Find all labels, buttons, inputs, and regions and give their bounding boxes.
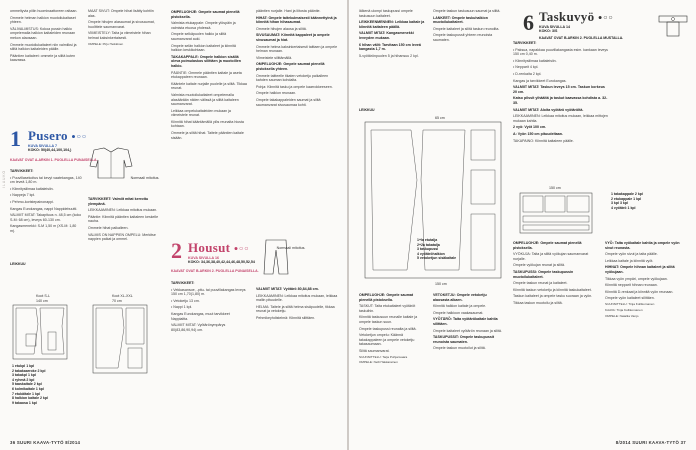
left-footer: 36 SUURI KAAVA-TYTÖ 8/2014 — [10, 440, 81, 445]
left-col3-low-text: TARVIKKEET: • Vekkasansoe, -pitu- tai puuvillakangas leveys 150 cm 1,70(1,80) m. • Vetoketju 13 cm. • Nappi 1 kpl. Kangas Eurokangas, muut tarvikkeet Nappiaitta. VALMIIT MITAT: Vyötärönympärys 80(83,86,90,94) cm. — [171, 281, 246, 332]
layout1-size-b: Koot XL-XXL — [112, 294, 133, 298]
pattern6-size-line: KUVA SIVULLA 14 — [539, 24, 571, 29]
right-colB-low-text: VETOKETJU: Ompele vetoketju alaosasta alkaen. Kiinnitä halkion kaitale ja ompele. Ompele halkioon vaakasaumat. VYÖTÄRÖ: Taita vyötärökaitale kahtia silittäen. Ompele kaitaleet vyötärön reunaan ja silitä. TASKUPUSSIT: Ompele taskupussit reunoista saumaten. Ompele taskun muotoilut ja silitä. — [433, 293, 502, 351]
pattern6-code: KOKO: 3/S — [539, 29, 558, 34]
layout1-label: LEIKKUU — [10, 262, 26, 266]
pattern1-title: Pusero ●○○ — [28, 128, 88, 143]
right-layout2-legend: 1 takakappale 2 kpl 2 etukappale 1 kpl 3 kpl 3 kpl 4 vyötärö 1 kpl — [611, 192, 643, 210]
left-col3-text: OMPELUOHJE: Ompele saumat pienellä pistoksella. Valmista etukappale: Ompele ylöspäin ja valmista etuosa yhdessä. Ompele selkäpuolen halkio ja silitä saumanvarat auki. Ompele selän halkion kaitaleet ja kiinnitä halkion keskikohtaan. TAKAKAPPALE: Ompele halkion sisällä oleva poimulaskos silittäen ja muotoillen halkio. PÄÄNTIE: Ommele pääntien kaitale ja aseta etukappaleen reunaan. Kääntele kaitale nurjalle puolelle ja silitä. Tikkaa reunat. Valmista muotoilukaitaleet ompelemalla alasäärään niiden välissä ja silitä kaitaleen saumanvarat. Leikkaa ompelukaitaleiden mukaan ja viimeistele reunat. Kiinnitä hihat kääntämällä ylös reunalta hiusta kohtaan. Ommele ja silitä hihat. Taitele pääntien kaitale sisään. — [171, 10, 247, 140]
pattern6-drawing — [657, 8, 689, 38]
layout1-width-b: 70 cm — [112, 299, 122, 303]
pattern1-number: 1 — [10, 126, 21, 151]
pattern1-link: KAAVAT OVAT A-ARKIN 1. PUOLELLA PUNAISELLA. — [10, 158, 98, 162]
pattern1-size-line: KUVA SIVULLA 7 — [28, 143, 58, 148]
pattern2-link: KAAVAT OVAT B-ARKIN 2. PUOLELLA PUNAISELLA. — [171, 269, 259, 273]
right-layout-legend: 1+la etutalja 2+2a takatalja 3 taskupussi 4 vyötäröhalkion 5 vetoketjun sisäkaitale — [417, 238, 457, 261]
right-page — [349, 0, 696, 450]
pattern2-caption: Normaali mitoitus. — [276, 246, 306, 250]
pattern2-code: KOKO: 34,36,38,40,42,44,46,48,50,52,54 — [188, 260, 255, 265]
right-layout-top-width: 65 cm — [435, 116, 445, 120]
right-colA-text: lälkenä ulompi taskupussi ompele taskusuun kaitaleet. LEIKKEENMENNEN: Leikkaa kaitale ja kiinnitä kaitaleen päällä. VALMIIT MITAT: Kangasmenekki leveyden mukaan. 6 hihan välit: Tarvitaan 150 cm leveä kangasta 1,7 m. 5-vyötärönpuolen 5 ja hihansuu 2 kpl. — [359, 9, 425, 58]
pattern2-drawing — [262, 238, 290, 276]
left-col1-mid-text: TARVIKKEET: • Puuvillasekoitus tai kevyt vaatekangas, 140 cm leveä 1,80 m. • Kiinnitysliimaa kaitaleisiin. • Nappeja 7 kpl. • Pehmo-koristepainonappi. Kangas Eurokangas, nappi Nappidebuutti. VALMIIT MITAT: Takapituus n. 48,5 cm (koko S-M: 68 cm), leveys 60-130 cm. Kangasmenekki: S-M 1,50 m (XS-M: 1,80 m). — [10, 169, 82, 233]
right-footer: 8/2014 SUURI KAAVA-TYTÖ 37 — [615, 440, 686, 445]
pattern2-size-line: KUVA SIVULLA 16 — [188, 255, 220, 260]
difficulty-dots: ●○○ — [597, 13, 614, 22]
right-colC-text: TARVIKKEET: • Paksua, napakkaa puuvillakangasta esim. kankaan leveys 150 cm 0,40 m. • Kiinnitysliimaa kaitaleisiin. • Nepparit 4 kpl. • D-renkaita 2 kpl. Kangas ja tarvikkeet Eurokangas. VALMIIT MITAT: Taskun leveys 15 cm. Taskun korkeus 20 cm. Katso pilssit ylhäältä ja taskut kaavassa kohdista a. 32-35. VALMIIT MITAT: Aloita vyötärö vyötäröltä. LEIKKAAMINEN: Leikkaa mitoitus mukaan, leikkaa mittojen mukaan kahtia. 2 vyö: Vyöt 100 cm. A: Vyön 150 cm pituudeltaan. TAKAPAINO: Kiinnitä kaitaleen päälle. — [513, 41, 608, 143]
left-col1-top-text: ommeltyvia piilin huominaattoreen raitaan. Ommele helman halkion muotoilukaitaset yhteen. VÄLIVALMISTUS: Kokoa pussin halkio ompelemalla halkion kaitaleiden reunaan mekon alaosaan. Ommele muotoilukaitaleet niin valmiiksi ja silitä halkion kaitaleiden päälle. Pääntien kaitaleet: ommele ja silitä kuten kaavassa. — [10, 9, 78, 63]
right-layout-label: LEIKKUU — [359, 108, 375, 112]
right-colD-text: VYÖ: Taita vyökaitale kahtia ja ompele vyön sivut reunasta. Ompele vyön sivut ja taita päälle. Leikkaa kaitale ja kiinnitä vyöt. HIHNAT: Ompele hihnan kaitaleet ja silitä vyökujaan. Tikkaa vyön ympäri, ompele vyökujaan. Kiinnitä nepparit hihnan reunaan. Kiinnitä D-renkaat ja kiinnitä vyön reunaan. Ompele vyön kaitaleet silittäen. SUUNNITTELU: Tinja Kollikomanen KAAVA: Tinja Kollikomanen OMPELE: Nataliia Vanjo — [605, 241, 680, 318]
pattern6-title-block — [539, 10, 659, 40]
layout1-size-a: Koot S-L — [36, 294, 50, 298]
right-layout2-diagram — [519, 192, 593, 234]
left-col4-low-text: VALMIIT MITAT: Vyötärö 80,84,88 cm. LEIKKAAMINEN: Leikkaa mitoitus mukaan, leikkaa mallin pituudelle. HELMA: Taitele ja silitä helma sisäpuolelle, tikkaa reunat ja vetoketju. Pehmikeyhdistelmä: Kiinnitä silittäen. — [256, 287, 338, 320]
right-colA-low-text: OMPELUOHJE: Ompele saumat pienellä pistoksella. TASKUT: Taita etukaitaleet vyötäröt taskuihin. Kiinnitä taskusuun reunalle kaitale ja ompele taskun suun. Ompele taskupussi reunalta ja silitä. Vetoketjun ompelu: Käännä takakappaleen ja ompele vetoketju takasaumaan. Silitä saumanvarat. SUUNNITTELU: Tarja Pohjanvaara OMPELE: Nelli Hakkarainen — [359, 293, 418, 365]
pattern2-title: Housut ●○○ — [188, 240, 250, 255]
layout1-legend: 1 etukpl 1 kpl 2 takakaarroke 2 kpl 3 takakpl 1 kpl 4 ryhmä 2 kpl 5 taaskaitale 2 kpl 6 kolmikaitale 1 kpl 7 etukäitale 1 kpl 8 halkion kaitale 2 kpl 9 takaosa 1 kpl — [12, 364, 48, 405]
left-col2-mid-text: TARVIKKEET: Valmiit mitat kerrottu ylempänä. LEIKKAAMINEN: Leikkaa mitoitus mukaan. Pääntie: Kiinnitä pääntien kaitaleen keskelle nauha. Ommele hihat paikalleen. VALMIS ON NAPPIEN OMPELU: Merkitse nappien paikat ja ommel. — [88, 197, 159, 242]
pattern6-title: Taskuvyö ●○○ — [539, 9, 614, 24]
pattern6-number: 6 — [523, 10, 534, 35]
pattern1-caption: Normaali mitoitus. — [130, 176, 160, 180]
layout1-diagram-a — [12, 304, 68, 360]
pattern2-number: 2 — [171, 238, 182, 263]
left-col2-top-text: MAAT SIVUT: Ompele hihat lisätty kohtiin alas. Ompele hihojen alasaumat ja sivusaumat, huolittele saumanvarat. VIIMEISTELY: Taita ja viimeistele hihan helmat kaksinkertaisesti. OMPELE: Pirjo Heikkinen — [88, 9, 155, 46]
right-colC-low-text: OMPELUOHJE: Ompele saumat pienellä pistoksella. VYÖKUJA: Taita ja silitä vyökujan saumanvarat nurjalle. Ompele vyökujan reunat ja silitä. TASKUPUSSI: Ompele taskupussin muotoilukaitaleet. Ompele taskun reunat ja kaitaleet. Kiinnitä taskun vetoketju ja kiinnitä taskukaitaleet. Taskun kaitaleet ja ompele tasku suoraan ja vyön. Tikkaa taskun muotoilu ja silitä. — [513, 241, 593, 305]
difficulty-dots: ●○○ — [233, 244, 250, 253]
left-col4-text: pääntien nurjalle. Hani ja liitosta pääntie. HIHAT: Ompele taitekulmaisesti käännettyinä ja kiinnitä hihan hihasaumat. Ommele hihojen alaosa ja silitä. SIVUSAUMAT: Kiinnitä kappaleet ja ompele sivusaumat ja hiat. Ommele helma kaksinkertaisesti taittaen ja ompele helman reunaan. Viimeistele silittämällä. OMPELUOHJE: Ompele saumat pienellä pistoksella yhteen. Ommele taitteelle tikaten vetoketju paikalleen kahden sauman kohdalta. Pohja: Kiinnitä tasku ja ompele kaarrokkeeseen. Ompele halkion reunaan. Ompele takakappaleiden saumat ja silitä saumanvarat sivusaumaa kohti. — [256, 9, 338, 107]
difficulty-dots: ●○○ — [71, 132, 88, 141]
right-layout2-width: 150 cm — [549, 186, 561, 190]
pattern1-code: KOKO: 50(40,44,100,104,) — [28, 148, 72, 153]
pattern1-drawing — [88, 146, 134, 180]
layout1-diagram-b — [92, 304, 148, 374]
left-page — [0, 0, 347, 450]
side-tab-label: ILAUKO — [2, 170, 6, 188]
right-colB-text: Ompele taskun taskusuun saumat ja silitä. LANKEET: Ompele taskuhalkion muotoilukaitaleet. Ompele kaitaleet ja silitä taskun reunoilta. Ompele taskupussit yhteen reunoista saumaten. — [433, 9, 501, 42]
pattern6-link: KAAVAT OVAT B-ARKIN 2. PUOLELLA MUSTALLA. — [539, 35, 624, 40]
layout1-width-a: 140 cm — [36, 299, 48, 303]
right-layout-bottom-width: 150 cm — [435, 282, 447, 286]
